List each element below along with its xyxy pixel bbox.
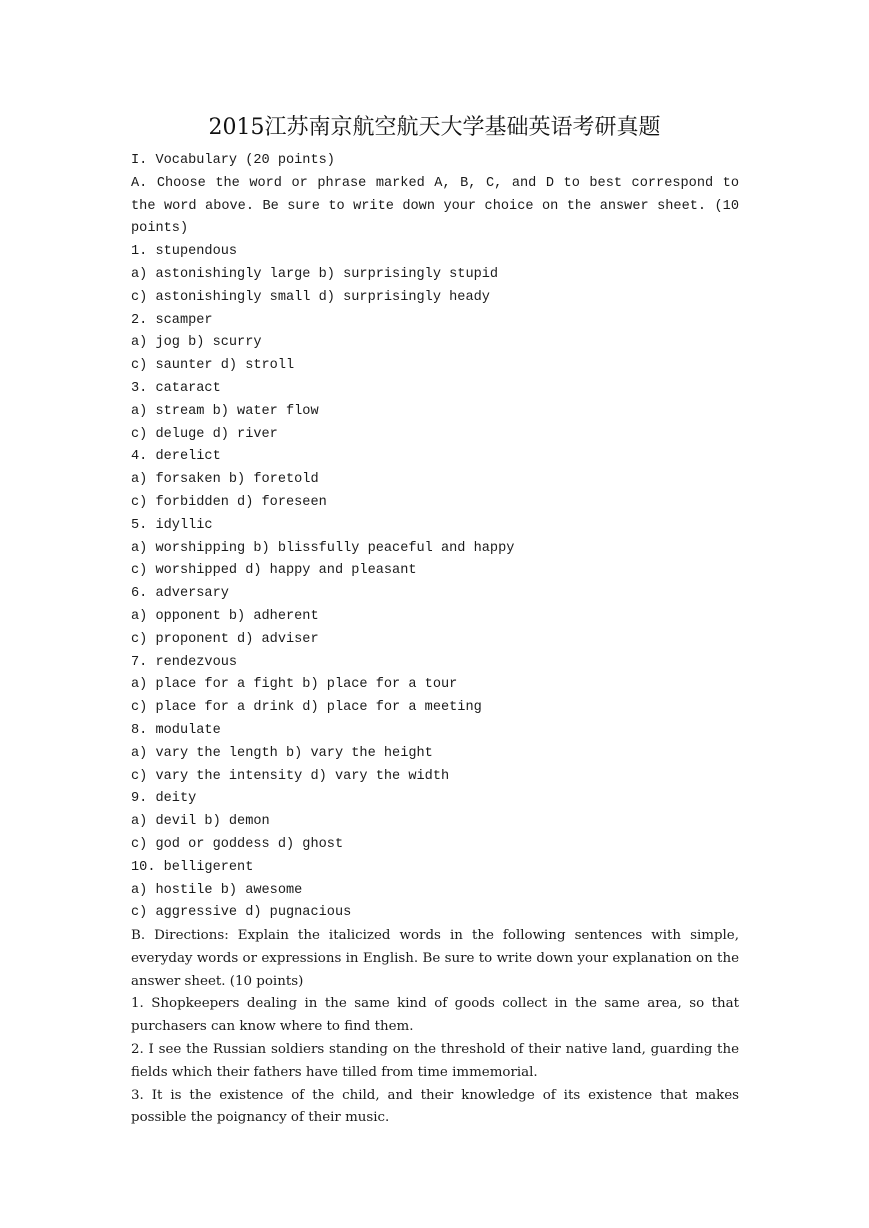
vocab-options-cd: c) deluge d) river [131, 426, 278, 442]
vocab-word: 5. idyllic [131, 517, 213, 533]
vocab-options-ab: a) vary the length b) vary the height [131, 745, 433, 761]
vocab-options-ab: a) hostile b) awesome [131, 882, 303, 898]
vocab-item [131, 652, 739, 720]
vocab-word: 6. adversary [131, 586, 229, 602]
vocab-word: 8. modulate [131, 722, 221, 738]
vocab-item [131, 446, 739, 514]
vocabulary-list [131, 241, 739, 925]
vocab-item [131, 720, 739, 788]
vocab-options-ab: a) place for a fight b) place for a tour [131, 677, 458, 693]
document-body [131, 150, 739, 1130]
vocab-word: 10. belligerent [131, 859, 254, 875]
vocab-item [131, 310, 739, 378]
part-b-instructions: B. Directions: Explain the italicized words in the following sentences with simple, everyday words or expressions in English. Be sure to write down your explanation on the answer sheet. (10 points) [131, 928, 739, 989]
vocab-word: 1. stupendous [131, 244, 238, 260]
vocab-item [131, 857, 739, 925]
vocab-word: 3. cataract [131, 380, 221, 396]
vocab-item [131, 583, 739, 651]
vocab-options-cd: c) place for a drink d) place for a meeting [131, 700, 482, 716]
vocab-options-ab: a) stream b) water flow [131, 403, 319, 419]
vocab-options-cd: c) god or goddess d) ghost [131, 836, 344, 852]
document-title: 2015江苏南京航空航天大学基础英语考研真题 [208, 115, 661, 140]
vocab-options-cd: c) forbidden d) foreseen [131, 494, 327, 510]
sentence-list [131, 993, 739, 1130]
vocab-options-cd: c) aggressive d) pugnacious [131, 905, 352, 921]
vocab-word: 9. deity [131, 791, 197, 807]
vocab-options-ab: a) opponent b) adherent [131, 608, 319, 624]
vocab-options-cd: c) proponent d) adviser [131, 631, 319, 647]
vocab-options-ab: a) worshipping b) blissfully peaceful and happy [131, 540, 515, 556]
vocab-options-ab: a) forsaken b) foretold [131, 472, 319, 488]
vocab-options-cd: c) worshipped d) happy and pleasant [131, 563, 417, 579]
vocab-item [131, 378, 739, 446]
vocab-item [131, 515, 739, 583]
section-heading: I. Vocabulary (20 points) [131, 153, 335, 168]
vocab-options-cd: c) vary the intensity d) vary the width [131, 768, 450, 784]
sentence-item: 2. I see the Russian soldiers standing on the threshold of their native land, guarding the fields which their fathers have tilled from time immemorial. [131, 1042, 739, 1080]
vocab-word: 4. derelict [131, 449, 221, 465]
sentence-item: 1. Shopkeepers dealing in the same kind of goods collect in the same area, so that purchasers can know where to find them. [131, 996, 739, 1035]
part-a-instructions: A. Choose the word or phrase marked A, B, C, and D to best correspond to the word above. Be sure to write down your choice on the answer sheet. (10 points) [131, 175, 739, 237]
vocab-word: 7. rendezvous [131, 654, 238, 670]
vocab-options-ab: a) astonishingly large b) surprisingly stupid [131, 266, 499, 282]
vocab-options-cd: c) astonishingly small d) surprisingly heady [131, 289, 490, 305]
vocab-options-ab: a) devil b) demon [131, 814, 270, 830]
vocab-options-ab: a) jog b) scurry [131, 335, 262, 351]
sentence-item: 3. It is the existence of the child, and their knowledge of its existence that makes possible the poignancy of their music. [131, 1087, 739, 1126]
vocab-word: 2. scamper [131, 312, 213, 328]
vocab-item [131, 241, 739, 309]
vocab-options-cd: c) saunter d) stroll [131, 358, 295, 374]
vocab-item [131, 788, 739, 856]
